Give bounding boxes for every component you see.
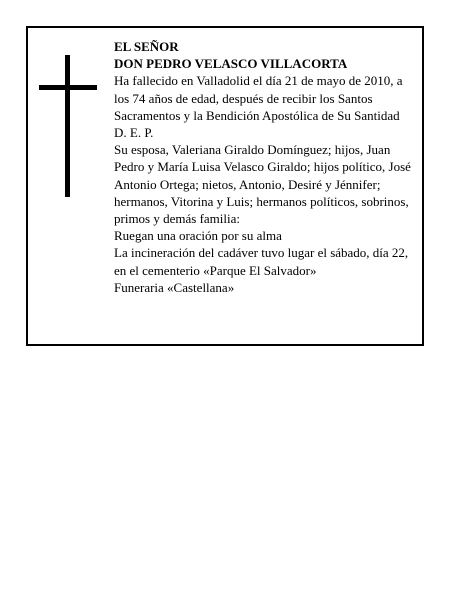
cross-vertical-bar: [65, 55, 70, 197]
rest-in-peace: D. E. P.: [114, 125, 154, 141]
title-honorific: EL SEÑOR: [114, 39, 179, 54]
cremation-details: La incineración del cadáver tuvo lugar el sábado, día 22, en el cementerio «Parque El Salvador»: [114, 245, 409, 278]
cross-horizontal-bar: [39, 85, 97, 90]
funeral-home: Funeraria «Castellana»: [114, 279, 235, 295]
death-announcement: Ha fallecido en Valladolid el día 21 de mayo de 2010, a los 74 años de edad, después de recibir los Santos Sacramentos y la Bendición Apostólica de Su Santidad: [114, 73, 403, 123]
family-list: Su esposa, Valeriana Giraldo Domínguez; hijos, Juan Pedro y María Luisa Velasco Giraldo; hijos político, José Antonio Ortega; nietos, Antonio, Desiré y Jénnifer; hermanos, Vitorina y Luis; hermanos políticos, sobrinos, primos y demás familia:: [114, 142, 411, 227]
deceased-name: DON PEDRO VELASCO VILLACORTA: [114, 56, 348, 72]
cross-icon: [39, 55, 97, 197]
prayer-request: Ruegan una oración por su alma: [114, 228, 282, 244]
obituary-text: [114, 38, 420, 296]
